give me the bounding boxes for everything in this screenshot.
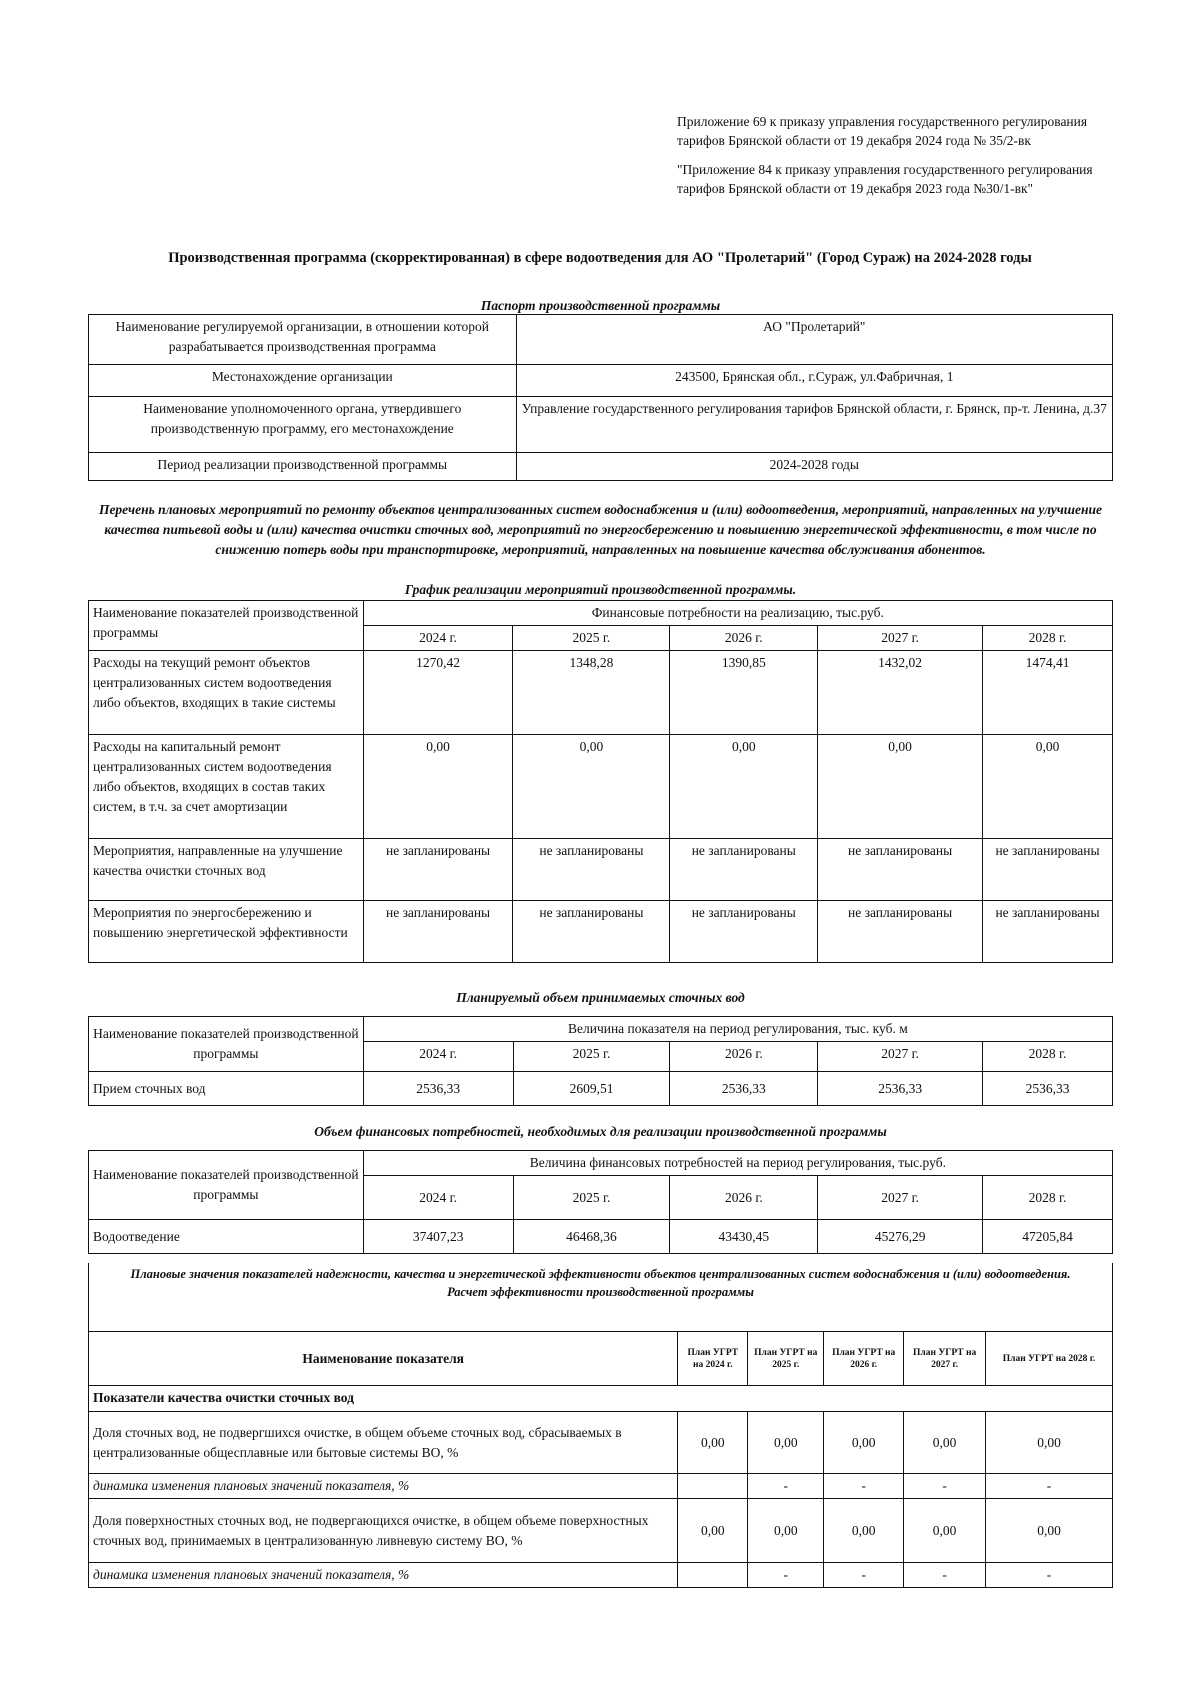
cell-value: 1390,85 [670, 651, 818, 735]
cell-value: не запланированы [670, 839, 818, 901]
cell-value: 0,00 [824, 1499, 904, 1563]
cell-value: не запланированы [818, 901, 983, 963]
row-name: Доля поверхностных сточных вод, не подвергающихся очистке, в общем объеме поверхностных сточных вод, принимаемых в централизованную ливневую систему ВО, % [89, 1499, 678, 1563]
cell-value: - [748, 1563, 824, 1588]
year-header: 2026 г. [670, 1042, 818, 1072]
table-row [89, 901, 1113, 963]
cell-value: 0,00 [983, 735, 1113, 839]
efficiency-title: Плановые значения показателей надежности, качества и энергетической эффективности объектов централизованных систем водоснабжения и (или) водоотведения. [130, 1267, 1071, 1281]
year-header: 2024 г. [363, 626, 513, 651]
cell-value: 2536,33 [983, 1072, 1113, 1106]
cell-value: - [824, 1563, 904, 1588]
cell-value: - [904, 1563, 986, 1588]
cell-value: не запланированы [983, 901, 1113, 963]
cell-value: - [986, 1563, 1113, 1588]
plan-col-header: План УГРТ на 2028 г. [986, 1332, 1113, 1386]
cell-value: 0,00 [904, 1412, 986, 1474]
cell-value: не запланированы [818, 839, 983, 901]
cell-value: 0,00 [513, 735, 670, 839]
table-row [89, 1563, 1113, 1588]
passport-table [88, 314, 1113, 481]
row-name: Мероприятия, направленные на улучшение качества очистки сточных вод [89, 839, 364, 901]
table-row [89, 735, 1113, 839]
cell-value: 2536,33 [363, 1072, 513, 1106]
cell-value: 0,00 [748, 1499, 824, 1563]
cell-value: 0,00 [986, 1499, 1113, 1563]
cell-value: не запланированы [670, 901, 818, 963]
cell-value: 0,00 [818, 735, 983, 839]
year-header: 2027 г. [818, 1042, 983, 1072]
passport-title: Паспорт производственной программы [480, 298, 721, 313]
year-header: 2027 г. [818, 1176, 983, 1220]
volume-col-header: Наименование показателей производственной программы [89, 1017, 364, 1072]
year-header: 2024 г. [363, 1042, 513, 1072]
cell-value: 0,00 [670, 735, 818, 839]
volume-table [88, 1016, 1113, 1106]
cell-value: - [986, 1474, 1113, 1499]
cell-value: 0,00 [363, 735, 513, 839]
header-appendix-84: "Приложение 84 к приказу управления государственного регулирования тарифов Брянской области от 19 декабря 2023 года №30/1-вк" [677, 162, 1093, 196]
year-header: 2025 г. [513, 626, 670, 651]
document-title: Производственная программа (скорректированная) в сфере водоотведения для АО "Пролетарий" (Город Сураж) на 2024-2028 годы [168, 250, 1032, 266]
year-header: 2027 г. [818, 626, 983, 651]
cell-value: не запланированы [363, 901, 513, 963]
cell-value: 1432,02 [818, 651, 983, 735]
row-name: Расходы на текущий ремонт объектов централизованных систем водоотведения либо объектов, входящих в такие системы [89, 651, 364, 735]
cell-value [678, 1474, 748, 1499]
cell-value: 2609,51 [513, 1072, 670, 1106]
volume-group-header: Величина показателя на период регулирования, тыс. куб. м [363, 1017, 1112, 1042]
cell-value: 0,00 [824, 1412, 904, 1474]
efficiency-table [88, 1331, 1113, 1588]
year-header: 2028 г. [983, 1042, 1113, 1072]
plan-col-header: План УГРТ на 2024 г. [678, 1332, 748, 1386]
row-name: Доля сточных вод, не подвергшихся очистке, в общем объеме сточных вод, сбрасываемых в централизованные общесплавные или бытовые системы ВО, % [89, 1412, 678, 1474]
passport-label: Наименование регулируемой организации, в отношении которой разрабатывается производственная программа [89, 315, 517, 365]
passport-label: Наименование уполномоченного органа, утвердившего производственную программу, его местонахождение [89, 397, 517, 453]
row-name: Водоотведение [89, 1220, 364, 1254]
cell-value: 2536,33 [670, 1072, 818, 1106]
plan-col-header: План УГРТ на 2026 г. [824, 1332, 904, 1386]
measures-table [88, 600, 1113, 963]
passport-value: АО "Пролетарий" [516, 315, 1112, 365]
section-header: Показатели качества очистки сточных вод [89, 1386, 1113, 1412]
year-header: 2026 г. [670, 626, 818, 651]
year-header: 2026 г. [670, 1176, 818, 1220]
measures-subtitle: График реализации мероприятий производственной программы. [404, 582, 797, 597]
passport-value: Управление государственного регулирования тарифов Брянской области, г. Брянск, пр-т. Ленина, д.37 [516, 397, 1112, 453]
year-header: 2025 г. [513, 1042, 670, 1072]
cell-value: не запланированы [513, 839, 670, 901]
cell-value: не запланированы [363, 839, 513, 901]
plan-col-header: План УГРТ на 2025 г. [748, 1332, 824, 1386]
measures-group-header: Финансовые потребности на реализацию, тыс.руб. [363, 601, 1112, 626]
year-header: 2025 г. [513, 1176, 670, 1220]
cell-value: 0,00 [904, 1499, 986, 1563]
cell-value [678, 1563, 748, 1588]
year-header: 2028 г. [983, 626, 1113, 651]
table-row [89, 1220, 1113, 1254]
cell-value: не запланированы [983, 839, 1113, 901]
passport-value: 243500, Брянская обл., г.Сураж, ул.Фабричная, 1 [516, 365, 1112, 397]
cell-value: - [748, 1474, 824, 1499]
table-row [89, 651, 1113, 735]
cell-value: 0,00 [678, 1499, 748, 1563]
measures-title: Перечень плановых мероприятий по ремонту объектов централизованных систем водоснабжения и (или) водоотведения, мероприятий, направленных на улучшение качества питьевой воды и (или) качества очистки сточных вод, мероприятий по энергосбережению и повышению энергетической эффективности, в том числе по снижению потерь воды при транспортировке, мероприятий, направленных на повышение качества обслуживания абонентов. [98, 502, 1103, 557]
measures-col-header: Наименование показателей производственной программы [89, 601, 364, 651]
table-row [89, 1474, 1113, 1499]
finance-table [88, 1150, 1113, 1254]
efficiency-subtitle: Расчет эффективности производственной программы [447, 1285, 754, 1299]
efficiency-title-box [88, 1263, 1113, 1331]
cell-value: 1348,28 [513, 651, 670, 735]
finance-group-header: Величина финансовых потребностей на период регулирования, тыс.руб. [363, 1151, 1112, 1176]
year-header: 2024 г. [363, 1176, 513, 1220]
table-row [89, 839, 1113, 901]
efficiency-col-header: Наименование показателя [89, 1332, 678, 1386]
cell-value: не запланированы [513, 901, 670, 963]
table-row [89, 1412, 1113, 1474]
cell-value: 0,00 [748, 1412, 824, 1474]
plan-col-header: План УГРТ на 2027 г. [904, 1332, 986, 1386]
cell-value: - [904, 1474, 986, 1499]
header-appendix-69: Приложение 69 к приказу управления государственного регулирования тарифов Брянской области от 19 декабря 2024 года № 35/2-вк [677, 114, 1088, 148]
row-name: динамика изменения плановых значений показателя, % [89, 1563, 678, 1588]
row-name: Мероприятия по энергосбережению и повышению энергетической эффективности [89, 901, 364, 963]
cell-value: 47205,84 [983, 1220, 1113, 1254]
cell-value: 0,00 [678, 1412, 748, 1474]
table-row [89, 1499, 1113, 1563]
cell-value: 2536,33 [818, 1072, 983, 1106]
row-name: Прием сточных вод [89, 1072, 364, 1106]
passport-label: Период реализации производственной программы [89, 453, 517, 481]
cell-value: 1474,41 [983, 651, 1113, 735]
passport-value: 2024-2028 годы [516, 453, 1112, 481]
table-row [89, 1072, 1113, 1106]
volume-title: Планируемый объем принимаемых сточных вод [456, 990, 745, 1005]
cell-value: - [824, 1474, 904, 1499]
cell-value: 43430,45 [670, 1220, 818, 1254]
row-name: Расходы на капитальный ремонт централизованных систем водоотведения либо объектов, входящих в состав таких систем, в т.ч. за счет амортизации [89, 735, 364, 839]
cell-value: 1270,42 [363, 651, 513, 735]
cell-value: 45276,29 [818, 1220, 983, 1254]
header-note [677, 112, 1117, 208]
cell-value: 37407,23 [363, 1220, 513, 1254]
year-header: 2028 г. [983, 1176, 1113, 1220]
row-name: динамика изменения плановых значений показателя, % [89, 1474, 678, 1499]
cell-value: 46468,36 [513, 1220, 670, 1254]
passport-label: Местонахождение организации [89, 365, 517, 397]
cell-value: 0,00 [986, 1412, 1113, 1474]
finance-title: Объем финансовых потребностей, необходимых для реализации производственной программы [314, 1124, 887, 1139]
finance-col-header: Наименование показателей производственной программы [89, 1151, 364, 1220]
